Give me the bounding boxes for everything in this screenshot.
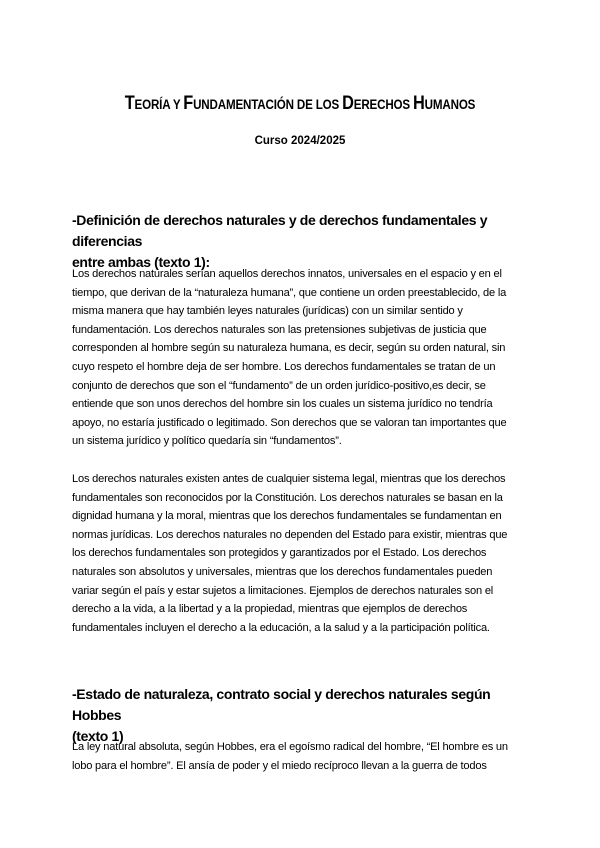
text-line: tiempo, que derivan de la “naturaleza humana”, que contiene un orden preestablecido, de la — [72, 286, 507, 299]
text-line: normas jurídicas. Los derechos naturales no dependen del Estado para existir, mientras que — [72, 528, 508, 541]
text-line: dignidad humana y la moral, mientras que los derechos fundamentales se fundamentan en — [72, 510, 502, 523]
text-line: Los derechos naturales existen antes de cualquier sistema legal, mientras que los derechos — [72, 473, 506, 485]
title-word: HUMANOS — [413, 93, 476, 114]
text-line: fundamentación. Los derechos naturales son las pretensiones subjetivas de justicia que — [72, 323, 487, 336]
course-year: Curso 2024/2025 — [254, 135, 346, 147]
heading-line: -Estado de naturaleza, contrato social y derechos naturales según Hobbes — [72, 686, 491, 723]
text-line: un sistema jurídico y político quedaría sin “fundamentos”. — [72, 435, 342, 448]
title-word: FUNDAMENTACIÓN DE LOS — [183, 93, 343, 114]
text-line: entiende que son unos derechos del hombre sin los cuales un sistema jurídico no tendría — [72, 398, 493, 411]
text-line: fundamentales son reconocidos por la Constitución. Los derechos naturales se basan en la — [72, 491, 503, 504]
heading-line: entre ambas (texto 1): — [72, 254, 210, 270]
text-line: conjunto de derechos que son el “fundamento” de un orden jurídico-positivo,es decir, se — [72, 379, 486, 392]
document-title — [42, 86, 558, 117]
text-line: La ley natural absoluta, según Hobbes, era el egoísmo radical del hombre, “El hombre es un — [72, 741, 508, 753]
title-word: TEORÍA Y — [124, 93, 184, 114]
text-line: corresponden al hombre según su naturaleza humana, es decir, según su orden natural, sin — [72, 342, 506, 355]
text-line: lobo para el hombre”. El ansía de poder y el miedo recíproco llevan a la guerra de todos — [72, 759, 487, 772]
text-line: misma manera que hay también leyes naturales (jurídicas) con un similar sentido y — [72, 305, 463, 318]
text-line: cuyo respeto el hombre deja de ser hombre. Los derechos fundamentales se tratan de un — [72, 360, 496, 373]
text-line: variar según el país y estar sujetos a limitaciones. Ejemplos de derechos naturales son el — [72, 584, 494, 597]
heading-line: (texto 1) — [72, 728, 124, 744]
text-line: fundamentales incluyen el derecho a la educación, a la salud y a la participación política. — [72, 621, 490, 634]
text-line: los derechos fundamentales son protegidos y garantizados por el Estado. Los derechos — [72, 547, 487, 560]
text-line: apoyo, no estaría justificado o legitimado. Son derechos que se valoran tan importantes que — [72, 416, 507, 429]
paragraph-differences — [72, 470, 534, 637]
text-line: naturales son absolutos y universales, mientras que los derechos fundamentales pueden — [72, 565, 493, 578]
paragraph-hobbes — [72, 738, 534, 775]
heading-line: -Definición de derechos naturales y de derechos fundamentales y diferencias — [72, 212, 488, 249]
section-heading-definitions — [72, 210, 532, 273]
text-line: Los derechos naturales serían aquellos derechos innatos, universales en el espacio y en el — [72, 268, 502, 280]
title-word: DERECHOS — [342, 93, 414, 114]
text-line: derecho a la vida, a la libertad y a la propiedad, mientras que ejemplos de derechos — [72, 603, 468, 616]
paragraph-definitions — [72, 265, 534, 451]
